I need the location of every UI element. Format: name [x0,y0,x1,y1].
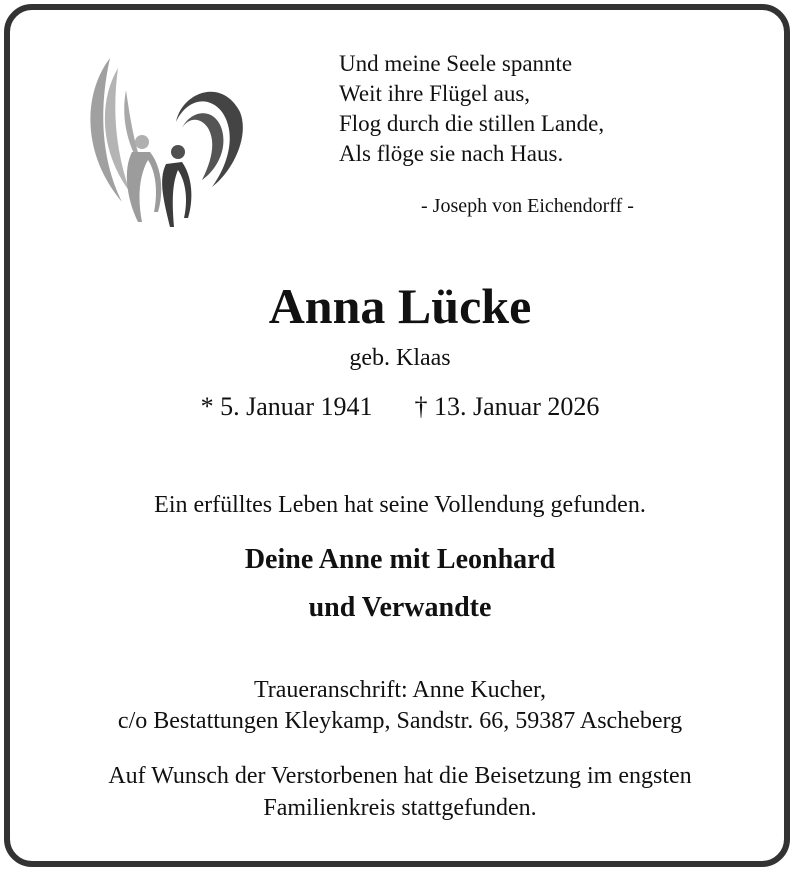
poem-line: Als flöge sie nach Haus. [339,141,564,166]
poem-author: - Joseph von Eichendorff - [421,195,634,217]
mourners-line-2: und Verwandte [308,592,492,623]
maiden-name: geb. Klaas [349,345,451,371]
death-date: † 13. Januar 2026 [414,392,600,421]
life-dates [0,389,800,425]
birth-date: * 5. Januar 1941 [200,392,373,421]
poem-line: Flog durch die stillen Lande, [339,111,605,136]
poem-line: Und meine Seele spannte [339,51,573,76]
memorial-statement: Ein erfülltes Leben hat seine Vollendung gefunden. [154,492,646,518]
poem-line: Weit ihre Flügel aus, [339,81,531,106]
burial-note-line-1: Auf Wunsch der Verstorbenen hat die Beisetzung im engsten [108,763,692,789]
family-silhouette-emblem-icon [82,52,252,232]
mourners-line-1: Deine Anne mit Leonhard [244,544,556,575]
condolence-address-line-1: Traueranschrift: Anne Kucher, [253,677,547,703]
condolence-address-line-2: c/o Bestattungen Kleykamp, Sandstr. 66, 59387 Ascheberg [117,708,683,734]
deceased-name: Anna Lücke [268,278,532,334]
burial-note-line-2: Familienkreis stattgefunden. [263,795,537,821]
poem [339,49,739,169]
